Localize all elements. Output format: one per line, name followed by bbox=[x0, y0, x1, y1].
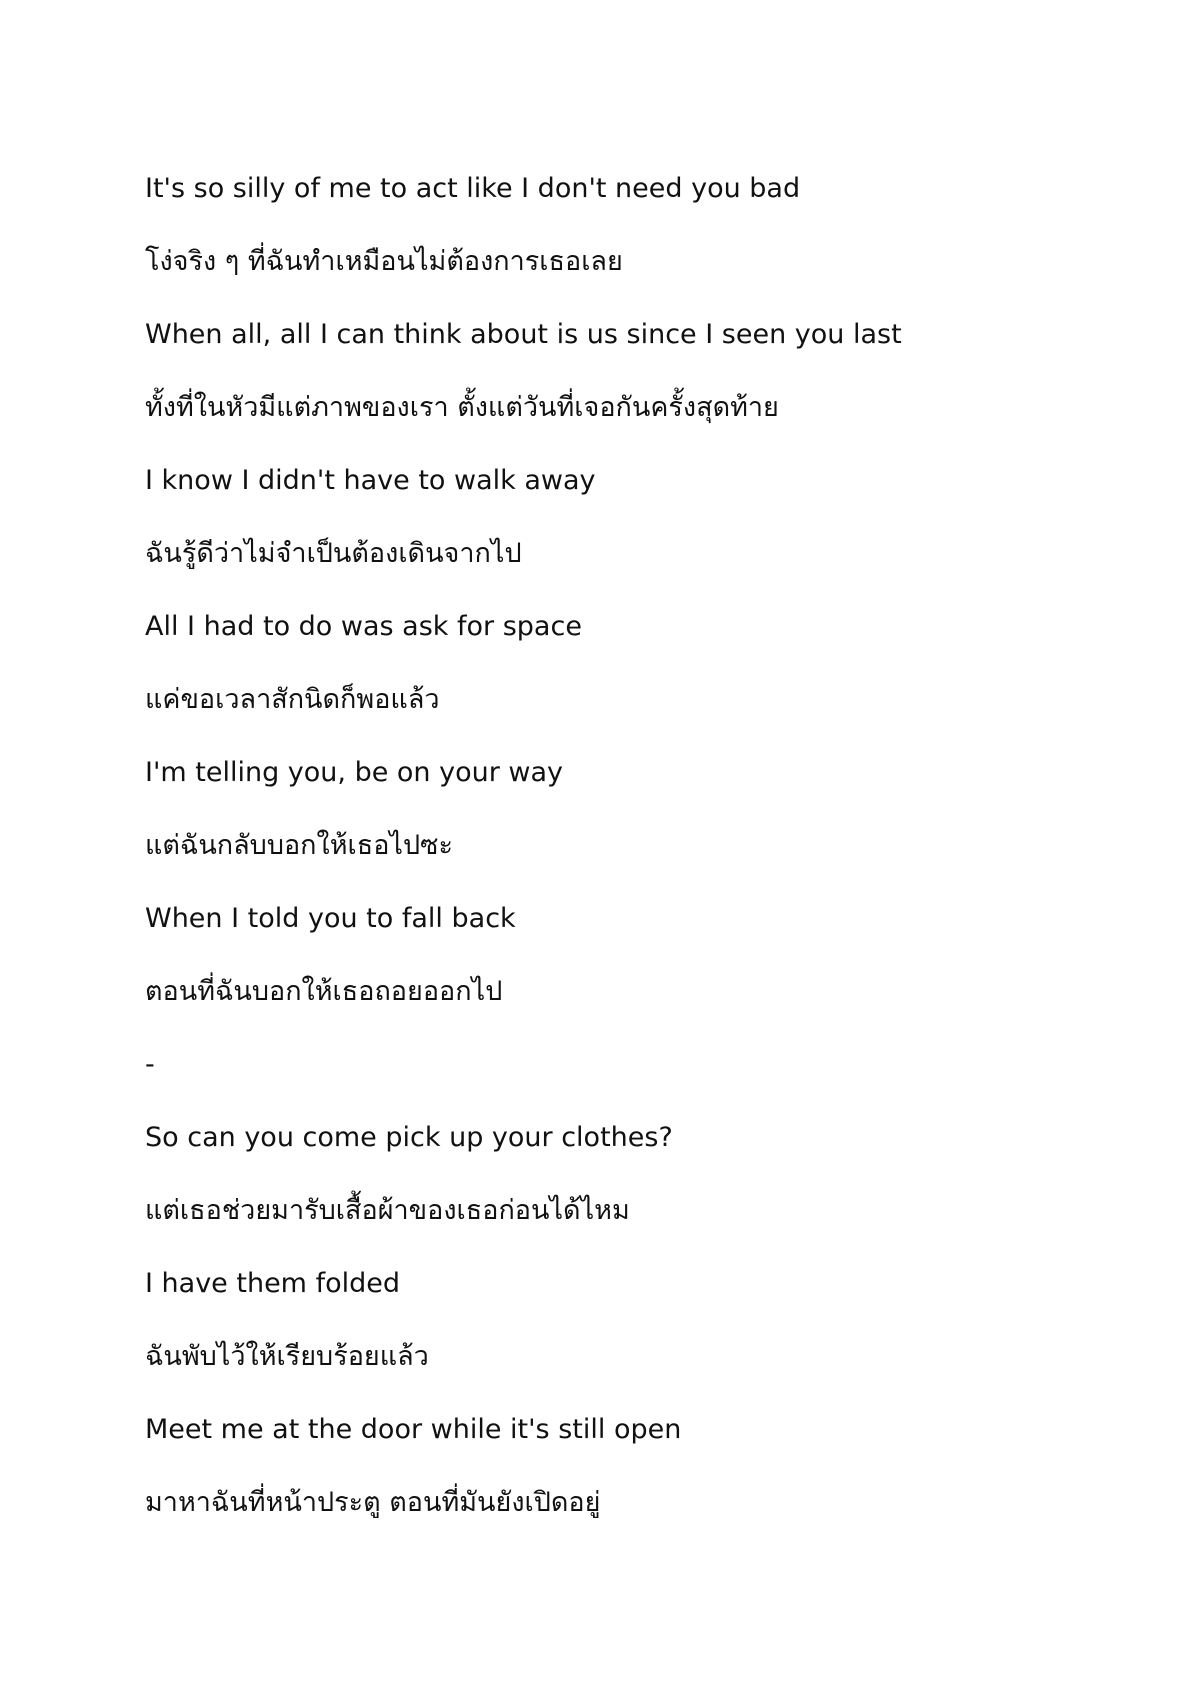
section-separator: - bbox=[145, 1049, 155, 1080]
lyric-line: When all, all I can think about is us since I seen you last bbox=[145, 319, 902, 350]
lyric-line: โง่จริง ๆ ที่ฉันทำเหมือนไม่ต้องการเธอเลย bbox=[145, 246, 623, 277]
lyric-line: I know I didn't have to walk away bbox=[145, 465, 596, 496]
lyric-line: แต่เธอช่วยมารับเสื้อผ้าของเธอก่อนได้ไหม bbox=[145, 1195, 630, 1226]
lyric-line: ฉันพับไว้ให้เรียบร้อยแล้ว bbox=[145, 1341, 429, 1372]
lyric-line: มาหาฉันที่หน้าประตู ตอนที่มันยังเปิดอยู่ bbox=[145, 1487, 601, 1518]
lyric-line: So can you come pick up your clothes? bbox=[145, 1122, 673, 1153]
lyric-line: ตอนที่ฉันบอกให้เธอถอยออกไป bbox=[145, 976, 503, 1007]
lyric-line: Meet me at the door while it's still open bbox=[145, 1414, 682, 1445]
lyric-line: แต่ฉันกลับบอกให้เธอไปซะ bbox=[145, 830, 453, 861]
lyric-line: ฉันรู้ดีว่าไม่จำเป็นต้องเดินจากไป bbox=[145, 538, 522, 569]
lyric-line: I have them folded bbox=[145, 1268, 400, 1299]
lyric-line: ทั้งที่ในหัวมีแต่ภาพของเรา ตั้งแต่วันที่เจอกันครั้งสุดท้าย bbox=[145, 392, 779, 423]
lyric-line: It's so silly of me to act like I don't need you bad bbox=[145, 173, 801, 204]
lyric-line: แค่ขอเวลาสักนิดก็พอแล้ว bbox=[145, 684, 440, 715]
lyric-line: All I had to do was ask for space bbox=[145, 611, 582, 642]
lyrics-list bbox=[145, 164, 1125, 1551]
lyric-line: I'm telling you, be on your way bbox=[145, 757, 564, 788]
lyric-line: When I told you to fall back bbox=[145, 903, 516, 934]
